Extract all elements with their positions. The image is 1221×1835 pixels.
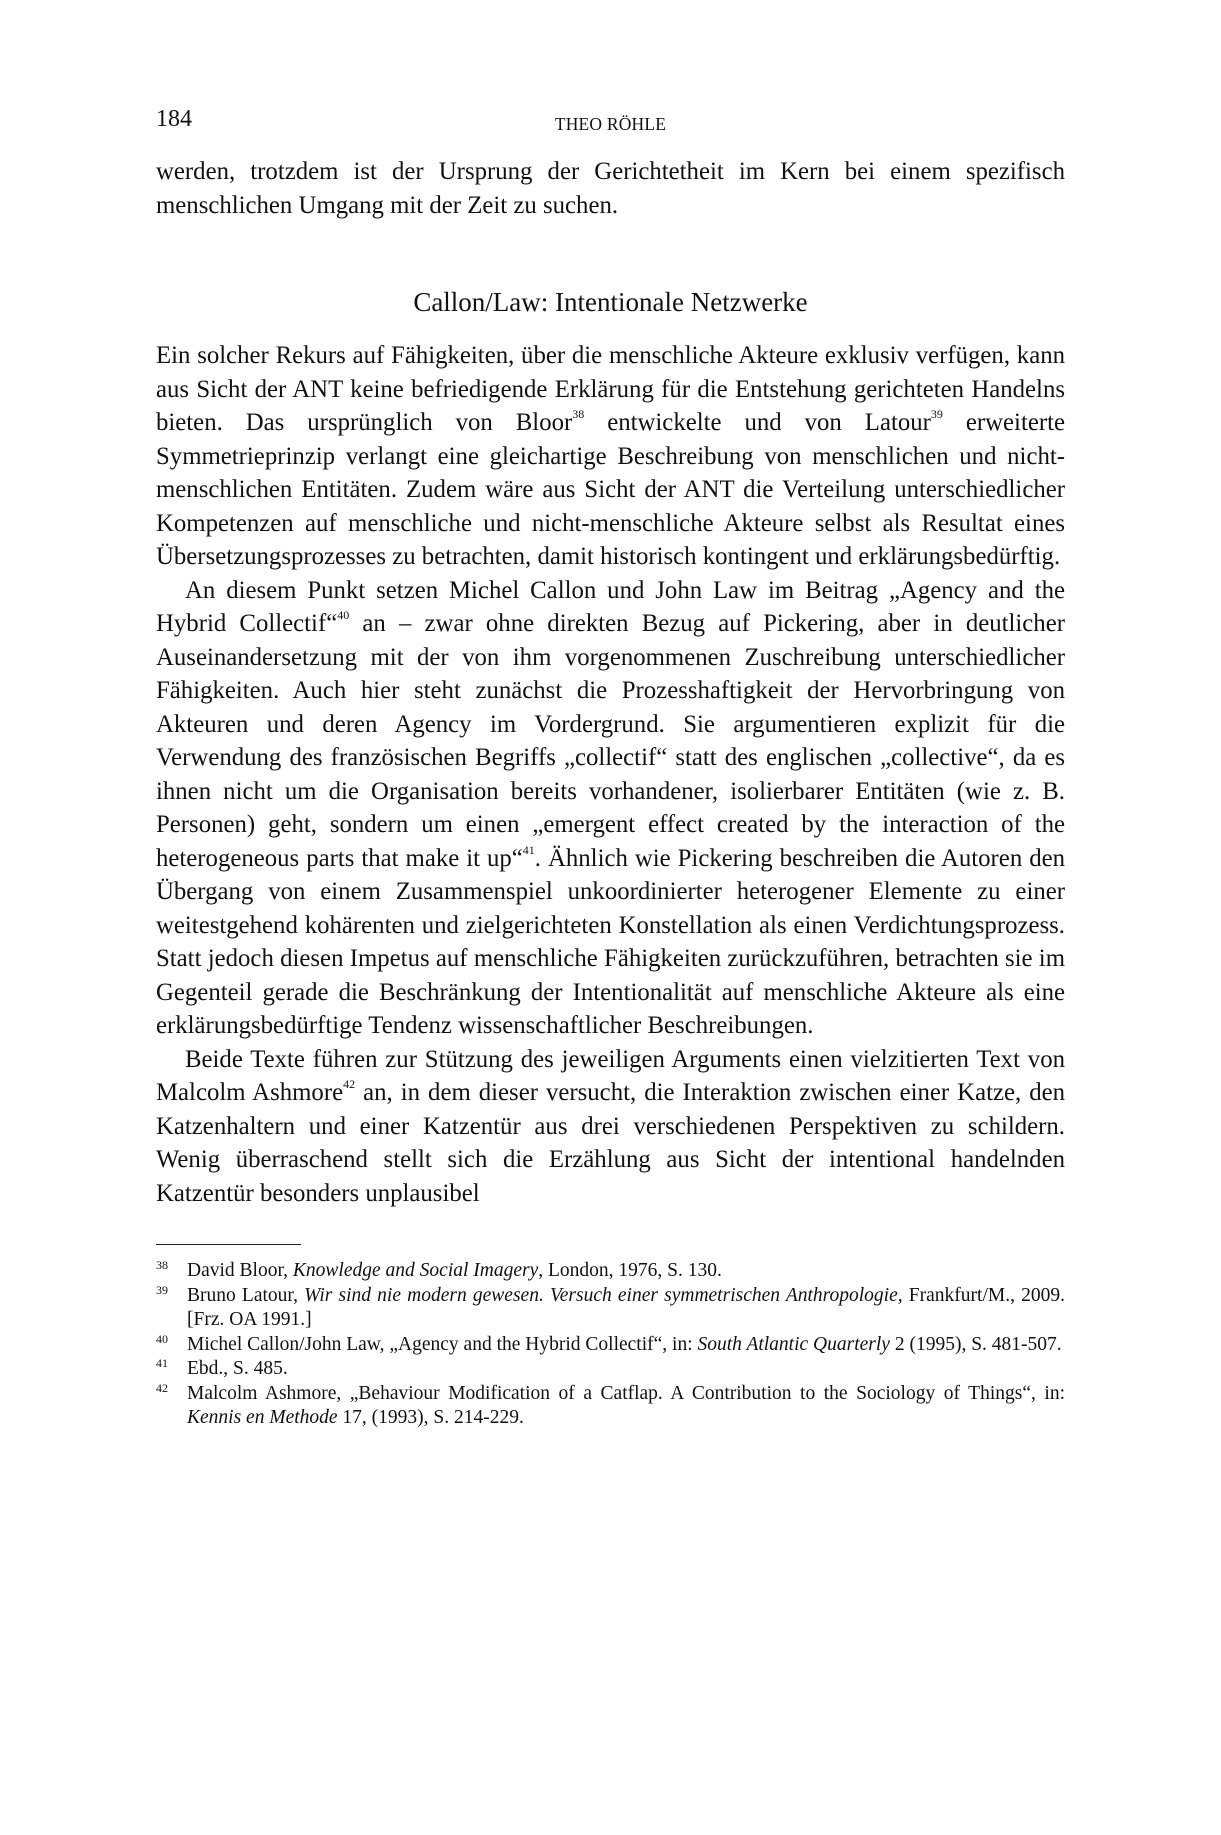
section-heading: Callon/Law: Intentionale Netzwerke <box>413 287 808 317</box>
footnote-text: , London, 1976, S. 130. <box>538 1260 722 1281</box>
footnote-ref-39[interactable]: 39 <box>930 407 943 421</box>
footnotes <box>156 1259 1065 1431</box>
text-run: entwickelte und von Latour <box>584 409 931 436</box>
footnote-number: 40 <box>156 1331 168 1346</box>
footnote-text: , Frankfurt/M., 2009. [Frz. OA 1991.] <box>187 1284 1065 1330</box>
footnote-number: 39 <box>156 1282 168 1297</box>
footnote-text: Bruno Latour, <box>187 1284 305 1306</box>
paragraph-3 <box>156 1043 1065 1211</box>
running-head: THEO RÖHLE <box>554 114 667 134</box>
footnote-text: Michel Callon/John Law, „Agency and the Hybrid Collectif“, in: <box>187 1333 698 1355</box>
body-text <box>156 155 1065 1210</box>
footnote-text: Ebd., S. 485. <box>187 1358 288 1379</box>
footnote-40 <box>156 1333 1065 1358</box>
paragraph-1 <box>156 339 1065 574</box>
footnote-text: Malcolm Ashmore, „Behaviour Modification of a Catflap. A Contribution to the Sociology of Things“, in: <box>187 1382 1065 1404</box>
paragraph-2 <box>156 574 1065 1043</box>
text-run: Ein solcher Rekurs auf Fähigkeiten, über die menschliche Akteure exklusiv verfügen, kann aus Sicht der ANT keine befriedigende Erklärung für die Entstehung gerichteten Handelns bieten. Das ursprünglich von Bloor <box>156 342 1065 436</box>
footnote-ref-38[interactable]: 38 <box>572 407 585 421</box>
footnote-title: Knowledge and Social Imagery <box>292 1260 539 1281</box>
footnote-ref-42[interactable]: 42 <box>343 1077 356 1091</box>
footnote-divider <box>156 1244 301 1245</box>
book-page <box>156 100 1065 1431</box>
footnote-number: 41 <box>156 1356 168 1370</box>
footnote-title: Kennis en Methode <box>187 1407 338 1428</box>
text-run: erweiterte Symmetrieprinzip verlangt eine gleichartige Beschreibung von menschlichen und nicht-menschlichen Entitäten. Zudem wäre aus Sicht der ANT die Verteilung unterschiedlicher Kompetenzen auf menschliche und nicht-menschliche Akteure selbst als Resultat eines Übersetzungsprozesses zu betrachten, damit historisch kontingent und erklärungsbedürftig. <box>156 409 1065 570</box>
footnote-text: 17, (1993), S. 214-229. <box>337 1407 524 1428</box>
footnote-text: David Bloor, <box>187 1260 293 1281</box>
footnote-title: South Atlantic Quarterly <box>697 1333 890 1355</box>
footnote-39 <box>156 1284 1065 1333</box>
text-run: An diesem Punkt setzen Michel Callon und John Law im Beitrag „Agency and the Hybrid Collectif“ <box>156 576 1065 637</box>
footnote-ref-40[interactable]: 40 <box>337 608 350 622</box>
paragraph-continuation <box>156 155 1065 222</box>
footnote-number: 38 <box>156 1258 168 1272</box>
footnote-41 <box>156 1357 1065 1382</box>
footnote-text: 2 (1995), S. 481-507. <box>889 1333 1062 1355</box>
footnote-ref-41[interactable]: 41 <box>522 842 535 857</box>
text-run: an, in dem dieser versucht, die Interaktion zwischen einer Katze, den Katzenhaltern und einer Katzentür aus drei verschiedenen Perspektiven zu schildern. Wenig überraschend stellt sich die Erzählung aus Sicht der intentional handelnden Katzentür besonders unplausibel <box>156 1079 1066 1207</box>
page-number: 184 <box>156 106 192 132</box>
page-header <box>156 100 1065 136</box>
text-run: Beide Texte führen zur Stützung des jeweiligen Arguments einen vielzitierten Text von Malcolm Ashmore <box>156 1045 1065 1106</box>
footnote-38 <box>156 1259 1065 1284</box>
text-run: an – zwar ohne direkten Bezug auf Pickering, aber in deutlicher Auseinandersetzung mit der von ihm vorgenommenen Zuschreibung unterschiedlicher Fähigkeiten. Auch hier steht zunächst die Prozesshaftigkeit der Hervorbringung von Akteuren und deren Agency im Vordergrund. Sie argumentieren explizit für die Verwendung des französischen Begriffs „collectif“ statt des englischen „collective“, da es ihnen nicht um die Organisation bereits vorhandener, isolierbarer Entitäten (wie z. B. Personen) geht, sondern um einen „emergent effect created by the interaction of the heterogeneous parts that make it up“ <box>156 610 1065 872</box>
footnote-number: 42 <box>156 1380 168 1395</box>
footnote-42 <box>156 1382 1065 1431</box>
footnote-title: Wir sind nie modern gewesen. Versuch einer symmetrischen Anthropologie <box>304 1284 898 1306</box>
text-run: . Ähnlich wie Pickering beschreiben die Autoren den Übergang von einem Zusammenspiel unkoordinierter heterogener Elemente zu einer weitestgehend kohärenten und zielgerichteten Konstellation als einen Verdichtungsprozess. Statt jedoch diesen Impetus auf menschliche Fähigkeiten zurückzuführen, betrachten sie im Gegenteil gerade die Beschränkung der Intentionalität auf menschliche Akteure als eine erklärungsbedürftige Tendenz wissenschaftlicher Beschreibungen. <box>156 844 1066 1039</box>
text-run: werden, trotzdem ist der Ursprung der Gerichtetheit im Kern bei einem spezifisch menschlichen Umgang mit der Zeit zu suchen. <box>156 158 1065 219</box>
